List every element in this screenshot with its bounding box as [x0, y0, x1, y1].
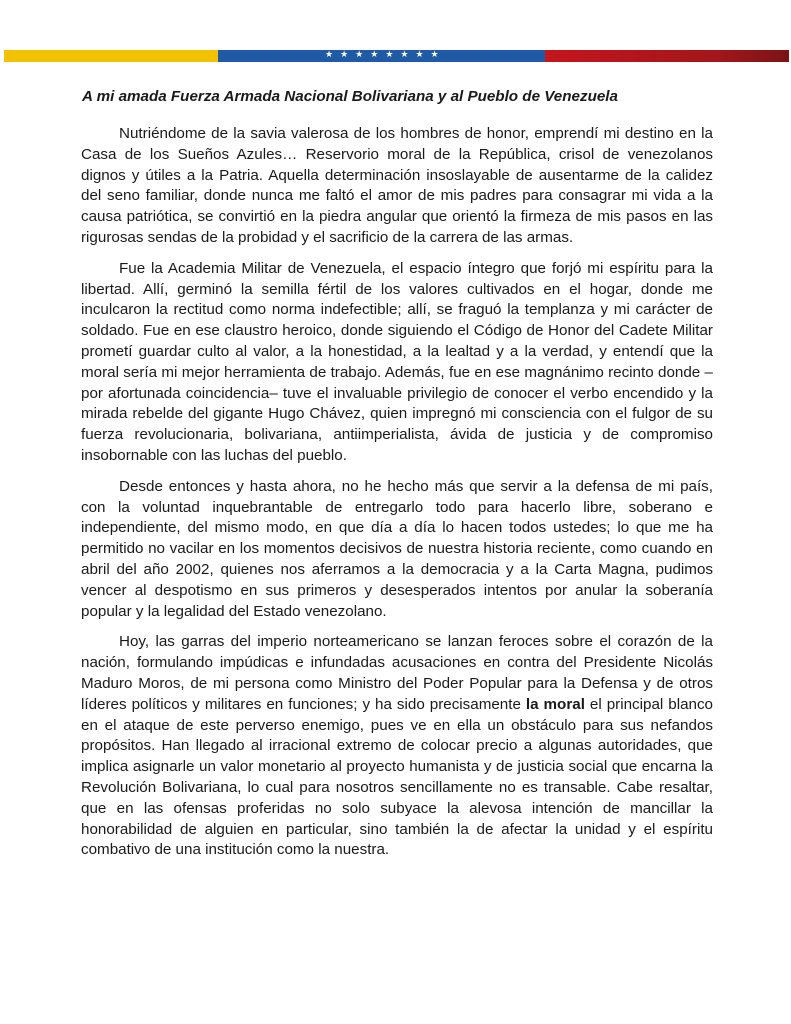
paragraph-4: [81, 632, 713, 861]
flag-blue-stripe: [218, 50, 545, 62]
star-icon: ★: [430, 50, 439, 60]
paragraph-4-text-after: el principal blanco en el ataque de este perverso enemigo, pues ve en ella un obstáculo para sus nefandos propósitos. Han llegado al irracional extremo de colocar precio a algunas autoridades, que implica asignarle un valor monetario al proyecto humanista y de justicia social que encarna la Revolución Bolivariana, lo cual para nosotros sencillamente no es transable. Cabe resaltar, que en las ofensas proferidas no solo subyace la alevosa intención de mancillar la honorabilidad de alguien en particular, sino también la de afectar la unidad y el espíritu combativo de una institución como la nuestra.: [81, 695, 714, 859]
paragraph-1: Nutriéndome de la savia valerosa de los hombres de honor, emprendí mi destino en la Casa de los Sueños Azules… Reservorio moral de la República, crisol de venezolanos dignos y útiles a la Patria. Aquella determinación insoslayable de ausentarme de la calidez del seno familiar, donde nunca me faltó el amor de mis padres para consagrar mi vida a la causa patriótica, se convirtió en la piedra angular que orientó la firmeza de mis pasos en las rigurosas sendas de la probidad y el sacrificio de la carrera de las armas.: [81, 125, 713, 246]
star-icon: ★: [325, 50, 334, 60]
star-icon: ★: [370, 50, 379, 60]
star-icon: ★: [400, 50, 409, 60]
flag-red-stripe: [545, 50, 789, 62]
star-icon: ★: [385, 50, 394, 60]
paragraph-4-text-before: Hoy, las garras del imperio norteamericano se lanzan feroces sobre el corazón de la nación, formulando impúdicas e infundadas acusaciones en contra del Presidente Nicolás Maduro Moros, de mi persona como Ministro del Poder Popular para la Defensa y de otros líderes políticos y militares en funciones; y ha sido precisamente: [81, 633, 713, 713]
flag-header-bar: [4, 50, 789, 62]
paragraph-4-bold-phrase: la moral: [525, 695, 585, 713]
letter-body: [81, 124, 713, 871]
letter-title: A mi amada Fuerza Armada Nacional Bolivariana y al Pueblo de Venezuela: [82, 88, 618, 105]
flag-yellow-stripe: [4, 50, 218, 62]
stars-row: [325, 49, 439, 61]
paragraph-2: Fue la Academia Militar de Venezuela, el espacio íntegro que forjó mi espíritu para la libertad. Allí, germinó la semilla fértil de los valores cultivados en el hogar, donde me inculcaron la rectitud como norma indefectible; allí, se fraguó la templanza y mi carácter de soldado. Fue en ese claustro heroico, donde siguiendo el Código de Honor del Cadete Militar prometí guardar culto al valor, a la honestidad, a la lealtad y a la verdad, y entendí que la moral sería mi mejor herramienta de trabajo. Además, fue en ese magnánimo recinto donde –por afortunada coincidencia– tuve el invaluable privilegio de conocer el verbo encendido y la mirada rebelde del gigante Hugo Chávez, quien impregnó mi consciencia con el fulgor de su fuerza revolucionaria, bolivariana, antiimperialista, ávida de justicia y de compromiso insobornable con las luchas del pueblo.: [81, 259, 713, 464]
star-icon: ★: [355, 50, 364, 60]
star-icon: ★: [340, 50, 349, 60]
paragraph-3: Desde entonces y hasta ahora, no he hecho más que servir a la defensa de mi país, con la voluntad inquebrantable de entregarlo todo para hacerlo libre, soberano e independiente, del mismo modo, en que día a día lo hacen todos ustedes; lo que me ha permitido no vacilar en los momentos decisivos de nuestra historia reciente, como cuando en abril del año 2002, quienes nos aferramos a la democracia y a la Carta Magna, pudimos vencer al despotismo en sus primeros y desesperados intentos por anular la soberanía popular y la legalidad del Estado venezolano.: [81, 477, 713, 620]
star-icon: ★: [415, 50, 424, 60]
